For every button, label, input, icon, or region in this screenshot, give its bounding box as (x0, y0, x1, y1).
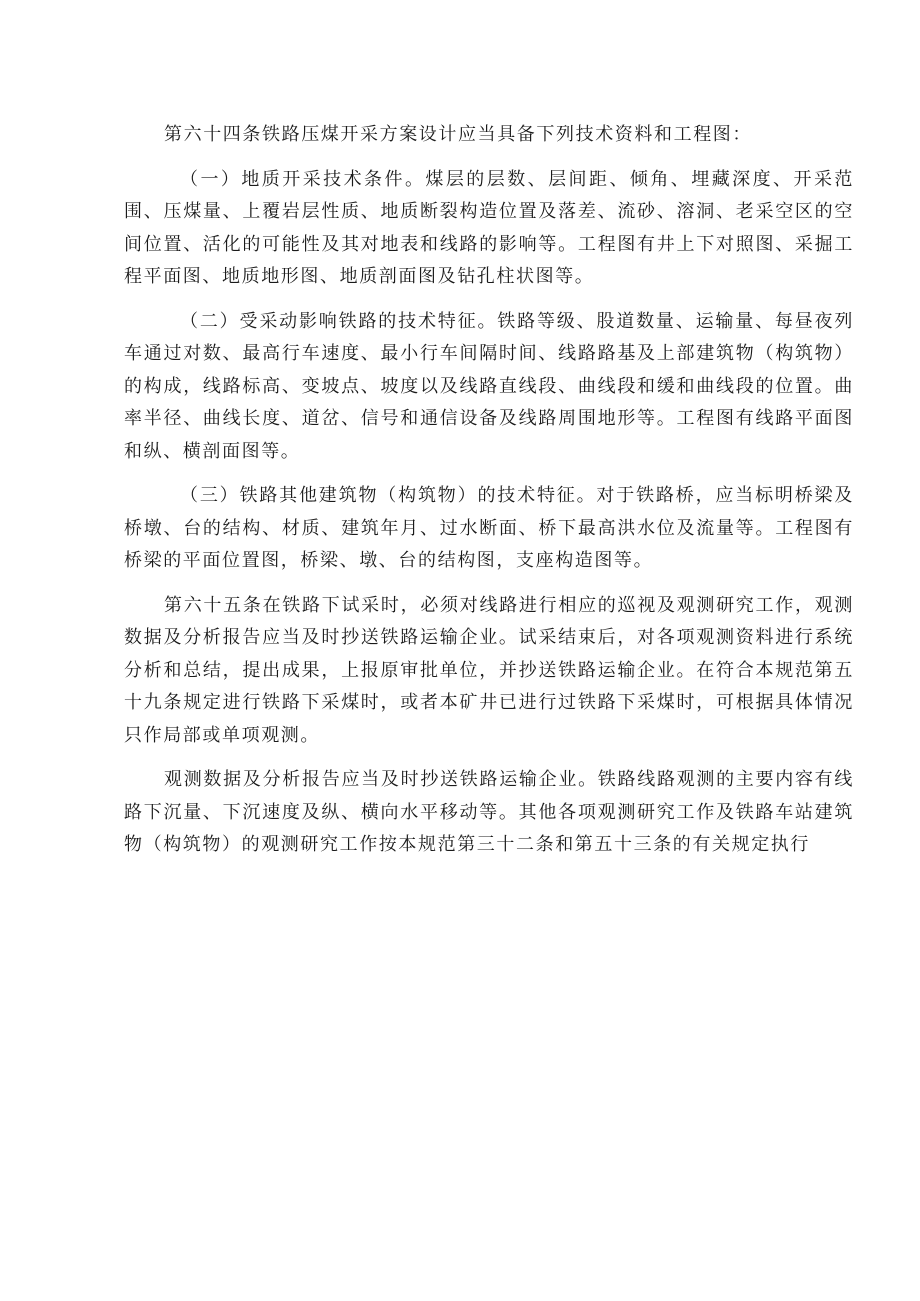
observation-paragraph: 观测数据及分析报告应当及时抄送铁路运输企业。铁路线路观测的主要内容有线路下沉量、下沉速度及纵、横向水平移动等。其他各项观测研究工作及铁路车站建筑物（构筑物）的观测研究工作按本规范第三十二条和第五十三条的有关规定执行 (124, 769, 854, 855)
item-3-other-structures: （三）铁路其他建筑物（构筑物）的技术特征。对于铁路桥，应当标明桥梁及桥墩、台的结构、材质、建筑年月、过水断面、桥下最高洪水位及流量等。工程图有桥梁的平面位置图，桥梁、墩、台的结构图，支座构造图等。 (124, 485, 854, 571)
item-1-geology: （一）地质开采技术条件。煤层的层数、层间距、倾角、埋藏深度、开采范围、压煤量、上覆岩层性质、地质断裂构造位置及落差、流砂、溶洞、老采空区的空间位置、活化的可能性及其对地表和线路的影响等。工程图有井上下对照图、采掘工程平面图、地质地形图、地质剖面图及钻孔柱状图等。 (124, 168, 854, 287)
document-body (124, 119, 854, 874)
article-65: 第六十五条在铁路下试采时，必须对线路进行相应的巡视及观测研究工作，观测数据及分析报告应当及时抄送铁路运输企业。试采结束后，对各项观测资料进行系统分析和总结，提出成果，上报原审批单位，并抄送铁路运输企业。在符合本规范第五十九条规定进行铁路下采煤时，或者本矿井已进行过铁路下采煤时，可根据具体情况只作局部或单项观测。 (124, 594, 854, 746)
article-64-heading: 第六十四条铁路压煤开采方案设计应当具备下列技术资料和工程图： (164, 124, 752, 145)
item-2-railway-features: （二）受采动影响铁路的技术特征。铁路等级、股道数量、运输量、每昼夜列车通过对数、最高行车速度、最小行车间隔时间、线路路基及上部建筑物（构筑物）的构成，线路标高、变坡点、坡度以及线路直线段、曲线段和缓和曲线段的位置。曲率半径、曲线长度、道岔、信号和通信设备及线路周围地形等。工程图有线路平面图和纵、横剖面图等。 (124, 310, 854, 462)
